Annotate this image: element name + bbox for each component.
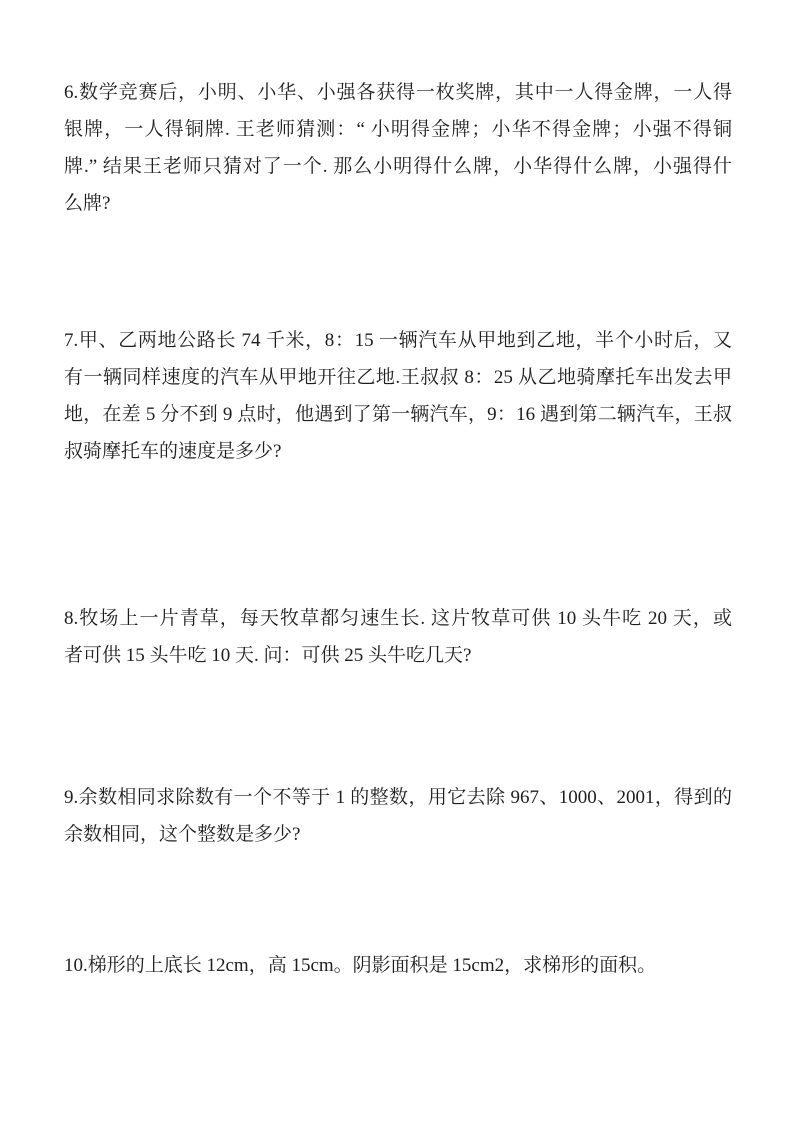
problem-line: 6.数学竞赛后，小明、小华、小强各获得一枚奖牌，其中一人得金牌，一人得	[64, 82, 732, 103]
problem-9	[64, 779, 732, 853]
problem-line: 8.牧场上一片青草，每天牧草都匀速生长. 这片牧草可供 10 头牛吃 20 天，或	[64, 608, 732, 629]
problem-line: 牌.” 结果王老师只猜对了一个. 那么小明得什么牌，小华得什么牌，小强得什	[64, 156, 732, 177]
problem-10	[64, 947, 732, 984]
problem-7	[64, 322, 732, 470]
problem-line: 么牌?	[64, 193, 111, 214]
problem-line: 银牌，一人得铜牌. 王老师猜测：“ 小明得金牌；小华不得金牌；小强不得铜	[64, 119, 732, 140]
problem-line: 余数相同，这个整数是多少?	[64, 824, 301, 845]
problem-6	[64, 74, 732, 222]
problem-line: 地，在差 5 分不到 9 点时，他遇到了第一辆汽车，9：16 遇到第二辆汽车，王叔	[64, 404, 732, 425]
problem-line: 9.余数相同求除数有一个不等于 1 的整数，用它去除 967、1000、2001，得到的	[64, 787, 732, 808]
problem-line: 7.甲、乙两地公路长 74 千米，8：15 一辆汽车从甲地到乙地，半个小时后，又	[64, 330, 732, 351]
problem-8	[64, 600, 732, 674]
problem-line: 10.梯形的上底长 12cm，高 15cm。阴影面积是 15cm2，求梯形的面积。	[64, 955, 657, 976]
problem-line: 者可供 15 头牛吃 10 天. 问：可供 25 头牛吃几天?	[64, 645, 472, 666]
problem-line: 叔骑摩托车的速度是多少?	[64, 441, 282, 462]
problem-line: 有一辆同样速度的汽车从甲地开往乙地.王叔叔 8：25 从乙地骑摩托车出发去甲	[64, 367, 732, 388]
